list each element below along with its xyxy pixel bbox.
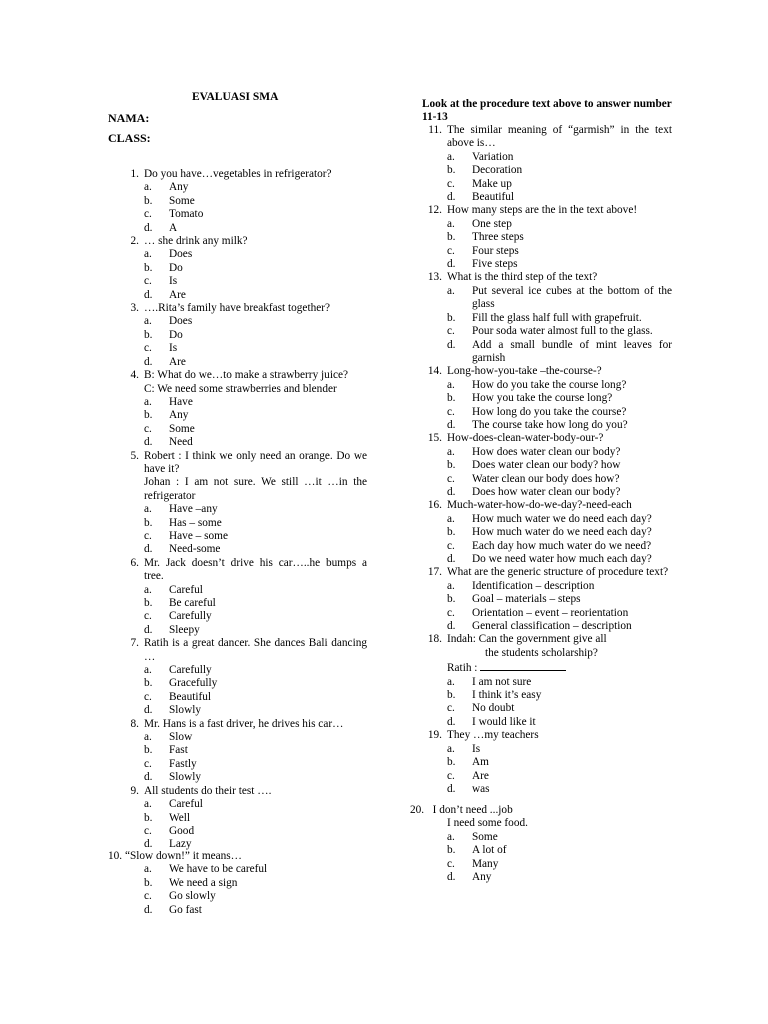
option-a: a. How does water clean our body?: [447, 445, 621, 458]
option-b: b. How you take the course long?: [447, 392, 613, 405]
class-label: CLASS:: [108, 131, 151, 145]
option-c: c. Carefully: [144, 610, 212, 623]
option-a: a. How much water we do need each day?: [447, 512, 652, 525]
question-19: [427, 729, 672, 796]
question-1: [130, 168, 367, 235]
worksheet-title: EVALUASI SMA: [192, 91, 279, 103]
question-8: [130, 717, 367, 785]
question-number: 2.: [130, 235, 139, 248]
question-number: 11.: [428, 124, 442, 136]
question-text: How-does-clean-water-body-our-?: [447, 432, 604, 445]
option-b: b. Well: [144, 811, 191, 824]
option-a: a. Variation: [447, 150, 514, 163]
option-c: c. Pour soda water almost full to the glass.: [447, 325, 653, 338]
option-b: b. Does water clean our body? how: [447, 459, 621, 472]
option-b: b. Some: [144, 194, 195, 207]
question-text: Mr. Hans is a fast driver, he drives his car…: [144, 717, 344, 730]
question-text: Mr. Jack doesn’t drive his car…..he bumps a tree.: [144, 556, 367, 583]
question-number: 1.: [130, 168, 139, 180]
question-text-line-2: C: We need some strawberries and blender: [144, 382, 337, 395]
question-7: [130, 637, 367, 717]
option-d: d. Does how water clean our body?: [447, 485, 621, 498]
option-d: d. Any: [447, 871, 492, 884]
option-b: b. Fill the glass half full with grapefruit.: [447, 311, 642, 324]
option-c: c. Good: [144, 824, 195, 837]
question-text-line-2: the students scholarship?: [485, 646, 598, 659]
option-d: d. A: [144, 221, 178, 234]
question-2: [130, 235, 367, 302]
option-c: c. No doubt: [447, 702, 515, 715]
option-a: a. Careful: [144, 798, 203, 811]
question-text: They …my teachers: [447, 729, 539, 742]
option-d: d. was: [447, 782, 490, 795]
option-c: c. Tomato: [144, 208, 204, 221]
question-9: [130, 784, 367, 852]
question-number: 6.: [130, 556, 139, 569]
option-a: a. Carefully: [144, 664, 212, 677]
question-number: 7.: [130, 637, 139, 650]
option-a: a. Is: [447, 742, 481, 755]
question-text: … she drink any milk?: [144, 235, 248, 248]
option-b: b. I think it’s easy: [447, 689, 542, 702]
option-c: c. Each day how much water do we need?: [447, 539, 652, 552]
question-number: 15.: [427, 432, 442, 445]
question-4: [130, 369, 367, 449]
question-15: [427, 432, 672, 499]
question-text: Long-how-you-take –the-course-?: [447, 365, 602, 378]
option-c: c. Is: [144, 275, 178, 288]
option-a: a. Slow: [144, 731, 193, 744]
option-b: b. A lot of: [447, 844, 507, 857]
question-text: ….Rita’s family have breakfast together?: [144, 302, 331, 315]
option-b: b. We need a sign: [144, 876, 238, 889]
question-number: 5.: [130, 449, 139, 462]
option-a: a. Does: [144, 248, 193, 261]
question-text: What is the third step of the text?: [447, 271, 598, 284]
question-17: [427, 566, 672, 633]
question-number: 4.: [130, 369, 139, 382]
option-d: d. Lazy: [144, 838, 192, 851]
option-b: b. Am: [447, 756, 489, 769]
option-a: a. Identification – description: [447, 579, 595, 592]
option-c: c. Many: [447, 857, 499, 870]
answer-prefix: Ratih :: [447, 662, 478, 675]
option-a: a. I am not sure: [447, 675, 532, 688]
option-a: a. We have to be careful: [144, 863, 268, 876]
option-b: b. Goal – materials – steps: [447, 593, 581, 606]
question-text: Do you have…vegetables in refrigerator?: [144, 168, 332, 180]
option-c: c. Make up: [447, 177, 512, 190]
option-c: c. Four steps: [447, 244, 519, 257]
question-number: 8.: [130, 717, 139, 730]
option-b: b. Three steps: [447, 231, 524, 244]
option-a: a. Careful: [144, 583, 203, 596]
question-number: 12.: [427, 204, 442, 217]
question-10: [108, 850, 368, 917]
option-c: c. Go slowly: [144, 890, 216, 903]
question-5: [130, 449, 367, 557]
question-number: 3.: [130, 302, 139, 315]
option-a: a. Some: [447, 830, 498, 843]
option-d: d. Beautiful: [447, 191, 515, 204]
option-c: c. Water clean our body does how?: [447, 472, 620, 485]
option-a: a. Does: [144, 315, 193, 328]
question-number: 9.: [130, 784, 139, 797]
option-b: b. Be careful: [144, 597, 216, 609]
question-number: 18.: [427, 633, 442, 646]
question-11: [428, 124, 672, 204]
question-18: [427, 633, 672, 729]
option-d: d. I would like it: [447, 715, 536, 728]
option-a: a. How do you take the course long?: [447, 378, 627, 391]
option-c: c. Some: [144, 422, 195, 435]
question-3: [130, 302, 367, 369]
option-d: d. The course take how long do you?: [447, 418, 628, 431]
option-b: b. Do: [144, 261, 183, 274]
question-text-line-2: I need some food.: [447, 817, 528, 830]
option-d: d. Go fast: [144, 903, 202, 916]
option-c: c. Have – some: [144, 529, 228, 542]
question-text: Much-water-how-do-we-day?-need-each: [447, 499, 632, 512]
question-14: [427, 365, 672, 432]
option-d: d. Add a small bundle of mint leaves for garnish: [447, 338, 672, 364]
question-column-left: [130, 168, 367, 852]
question-number: 20.: [410, 804, 425, 816]
question-text: How many steps are the in the text above!: [447, 204, 638, 217]
question-text: The similar meaning of “garmish” in the text above is…: [447, 124, 672, 150]
option-d: d. Sleepy: [144, 623, 200, 636]
option-b: b. Fast: [144, 744, 188, 757]
question-12: [427, 204, 672, 271]
option-b: b. Decoration: [447, 164, 523, 177]
answer-blank[interactable]: [480, 660, 566, 671]
question-column-right: [427, 124, 672, 796]
question-number: 13.: [427, 271, 442, 284]
option-a: a. Have: [144, 395, 193, 408]
option-c: c. Is: [144, 342, 178, 355]
question-text: Ratih is a great dancer. She dances Bali dancing …: [144, 637, 367, 663]
reading-instruction: Look at the procedure text above to answer number 11-13: [422, 98, 672, 124]
question-16: [427, 499, 672, 566]
question-text: I don’t need ...job: [432, 804, 513, 816]
question-text: Indah: Can the government give all: [447, 633, 607, 646]
option-c: c. Orientation – event – reorientation: [447, 606, 629, 619]
question-20: [410, 804, 670, 884]
option-b: b. Any: [144, 409, 189, 422]
question-number: 16.: [427, 499, 442, 512]
option-c: c. How long do you take the course?: [447, 405, 627, 418]
option-d: d. Slowly: [144, 771, 202, 784]
question-text: What are the generic structure of procedure text?: [447, 566, 669, 579]
question-13: [427, 271, 672, 365]
question-number: 14.: [427, 365, 442, 378]
option-d: d. Need: [144, 436, 193, 449]
option-b: b. Has – some: [144, 516, 222, 529]
option-d: d. Do we need water how much each day?: [447, 553, 652, 565]
option-c: c. Beautiful: [144, 690, 212, 703]
option-d: d. Five steps: [447, 258, 518, 271]
option-d: d. Need-some: [144, 543, 221, 556]
option-d: d. Slowly: [144, 704, 202, 717]
option-a: a. Have –any: [144, 503, 218, 516]
option-a: a. Any: [144, 181, 189, 194]
option-a: a. Put several ice cubes at the bottom of the glass: [447, 284, 672, 311]
option-a: a. One step: [447, 217, 512, 230]
question-number: 17.: [427, 566, 442, 579]
name-label: NAMA:: [108, 111, 150, 125]
question-text-line-2: Johan : I am not sure. We still …it …in the refrigerator: [144, 476, 367, 502]
option-d: d. Are: [144, 355, 186, 368]
option-b: b. How much water do we need each day?: [447, 526, 652, 539]
question-text: “Slow down!” it means…: [124, 850, 242, 862]
option-b: b. Gracefully: [144, 677, 218, 690]
question-text: B: What do we…to make a strawberry juice?: [144, 369, 349, 382]
option-d: d. General classification – description: [447, 620, 632, 633]
question-6: [130, 556, 367, 637]
option-b: b. Do: [144, 328, 183, 341]
question-text: All students do their test ….: [144, 784, 272, 797]
option-d: d. Are: [144, 288, 186, 301]
question-number: 19.: [427, 729, 442, 742]
question-text: Robert : I think we only need an orange. Do we have it?: [144, 449, 367, 475]
option-c: c. Fastly: [144, 757, 197, 770]
question-number: 10.: [108, 850, 123, 862]
option-c: c. Are: [447, 769, 489, 782]
